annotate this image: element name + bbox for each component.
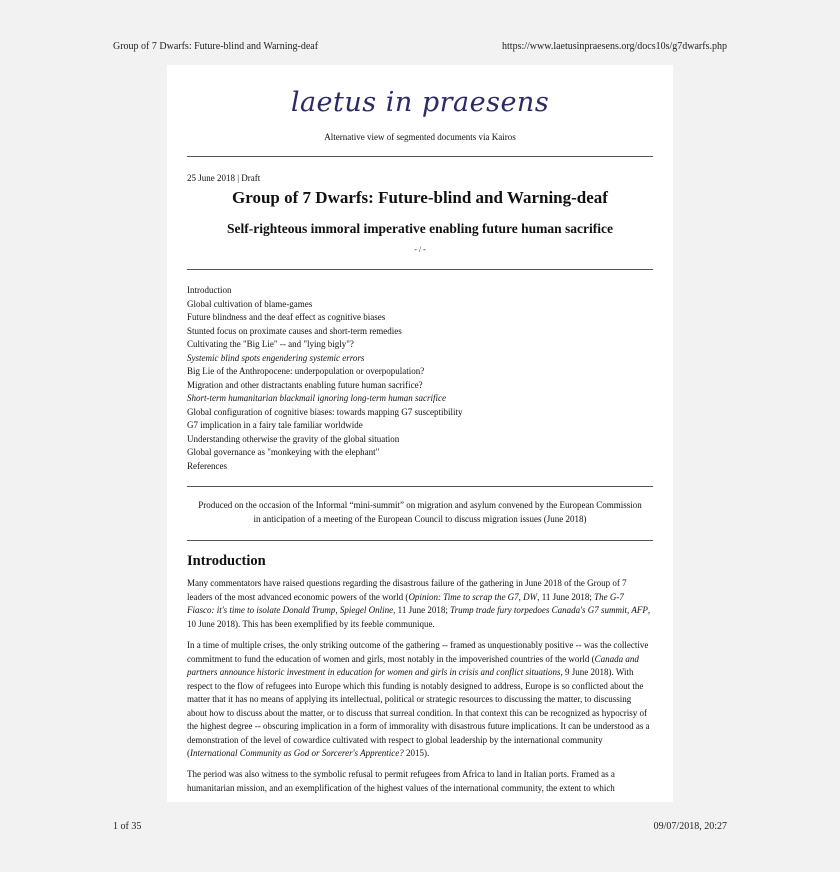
produced-note: [187, 499, 653, 526]
produced-line-2: in anticipation of a meeting of the European Council to discuss migration issues (June 2018): [253, 513, 587, 524]
citation-link[interactable]: International Community as God or Sorcerer's Apprentice?: [190, 748, 404, 758]
citation-link[interactable]: The G-7 Fiasco: it's time to isolate Donald Trump, Spiegel Online: [187, 591, 624, 615]
toc-link-stunted-focus[interactable]: Stunted focus on proximate causes and short-term remedies: [187, 325, 402, 336]
toc-link-gravity[interactable]: Understanding otherwise the gravity of the global situation: [187, 433, 400, 444]
page-title: Group of 7 Dwarfs: Future-blind and Warning-deaf: [232, 188, 608, 207]
site-logo[interactable]: laetus in praesens: [290, 87, 550, 118]
divider: [187, 269, 653, 270]
site-tagline: Alternative view of segmented documents via Kairos: [324, 132, 516, 142]
text-run: 2015).: [403, 748, 430, 758]
browser-footer-page: 1 of 35: [113, 821, 142, 832]
toc-link-blame-games[interactable]: Global cultivation of blame-games: [187, 298, 313, 309]
toc-link-cognitive-biases[interactable]: Global configuration of cognitive biases: towards mapping G7 susceptibility: [187, 406, 463, 417]
intro-paragraph-3: The period was also witness to the symbolic refusal to permit refugees from Africa to land in Italian ports. Framed as a humanitarian mission, and an exemplification of the highest values of the international community, the extent to which: [187, 769, 615, 793]
toc-link-migration[interactable]: Migration and other distractants enabling future human sacrifice?: [187, 379, 423, 390]
toc-link-humanitarian-blackmail[interactable]: Short-term humanitarian blackmail ignoring long-term human sacrifice: [187, 393, 446, 403]
text-run: , 10 June 2018). This has been exemplified by its feeble communique.: [187, 605, 651, 629]
toc-link-references[interactable]: References: [187, 460, 227, 471]
intro-paragraph-2: [187, 639, 653, 761]
text-run: In a time of multiple crises, the only striking outcome of the gathering -- framed as unquestionably positive -- was the collective commitment to fund the education of women and girls, most notably in the impoverished countries of the world (: [187, 640, 649, 664]
divider: [187, 540, 653, 541]
toc-link-big-lie[interactable]: Cultivating the "Big Lie" -- and "lying bigly"?: [187, 339, 354, 349]
divider: [187, 486, 653, 487]
text-run: , 9 June 2018). With respect to the flow of refugees into Europe which this funding is notably designed to address, Europe is so conflicted about the matter that it has no means of applying its intellectual, political or strategic resources to discussing the matter, to discussing about how to discuss about the matter, or to discuss that surreal condition. In that context this can be recognized as hypocrisy of the highest degree -- obscuring implication in a form of immorality with disastrous future implications. It can be understood as a demonstration of the level of cowardice cultivated with respect to global leadership by the international community (: [187, 667, 650, 758]
separator-mark: - / -: [414, 245, 426, 254]
browser-header-title: Group of 7 Dwarfs: Future-blind and Warning-deaf: [113, 41, 319, 52]
divider: [187, 156, 653, 157]
produced-line-1: Produced on the occasion of the Informal “mini-summit” on migration and asylum convened by the European Commission: [198, 500, 642, 510]
table-of-contents: [187, 284, 462, 473]
dateline: 25 June 2018 | Draft: [187, 173, 261, 183]
citation-link[interactable]: Trump trade fury torpedoes Canada's G7 summit, AFP: [450, 605, 648, 615]
citation-link[interactable]: Opinion: Time to scrap the G7, DW: [408, 591, 538, 602]
toc-link-introduction[interactable]: Introduction: [187, 285, 232, 295]
intro-paragraph-1: [187, 577, 653, 631]
browser-header-url: https://www.laetusinpraesens.org/docs10s/g7dwarfs.php: [502, 41, 727, 52]
toc-link-fairy-tale[interactable]: G7 implication in a fairy tale familiar worldwide: [187, 420, 363, 430]
toc-link-anthropocene[interactable]: Big Lie of the Anthropocene: underpopulation or overpopulation?: [187, 366, 425, 376]
citation-link[interactable]: Canada and partners announce historic investment in education for women and girls in crisis and conflict situations: [187, 653, 639, 677]
browser-footer-datetime: 09/07/2018, 20:27: [653, 821, 727, 832]
toc-link-elephant[interactable]: Global governance as "monkeying with the elephant": [187, 447, 380, 457]
text-run: Many commentators have raised questions regarding the disastrous failure of the gathering in June 2018 of the Group of 7 leaders of the most advanced economic powers of the world (: [187, 578, 627, 602]
toc-link-systemic-blind-spots[interactable]: Systemic blind spots engendering systemic errors: [187, 352, 365, 363]
section-heading-introduction: Introduction: [187, 553, 266, 569]
toc-link-future-blindness[interactable]: Future blindness and the deaf effect as cognitive biases: [187, 312, 386, 322]
page-subtitle: Self-righteous immoral imperative enabling future human sacrifice: [227, 221, 613, 236]
text-run: , 11 June 2018;: [393, 605, 451, 615]
document-page: [167, 65, 673, 802]
text-run: , 11 June 2018;: [537, 591, 595, 602]
